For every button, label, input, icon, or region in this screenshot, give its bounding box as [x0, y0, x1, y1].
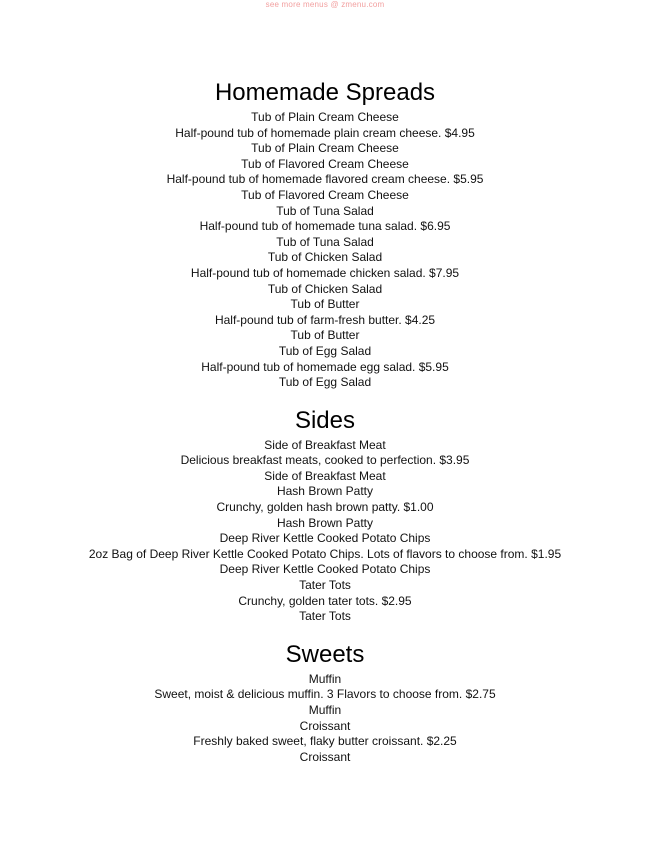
menu-line: Freshly baked sweet, flaky butter croissant. $2.25: [193, 734, 457, 749]
menu-line: Croissant: [299, 749, 351, 764]
menu-line: Side of Breakfast Meat: [264, 437, 386, 452]
menu-line: Hash Brown Patty: [276, 515, 374, 530]
menu-line: Tub of Egg Salad: [278, 343, 372, 358]
menu-line: Crunchy, golden hash brown patty. $1.00: [216, 500, 434, 515]
menu-line: Tub of Butter: [290, 328, 360, 343]
menu-line: Half-pound tub of farm-fresh butter. $4.25: [214, 312, 436, 327]
menu-line: Tub of Chicken Salad: [267, 281, 383, 296]
menu-line: Tater Tots: [299, 578, 351, 593]
menu-line: Deep River Kettle Cooked Potato Chips: [219, 531, 431, 546]
menu-line: Crunchy, golden tater tots. $2.95: [238, 593, 412, 608]
menu-line: Half-pound tub of homemade flavored cream cheese. $5.95: [166, 172, 484, 187]
section-title: Sides: [294, 406, 356, 434]
menu-line: Half-pound tub of homemade tuna salad. $6.95: [199, 219, 451, 234]
menu-line: Tub of Chicken Salad: [267, 250, 383, 265]
menu-line: Side of Breakfast Meat: [264, 468, 386, 483]
menu-line: Tub of Plain Cream Cheese: [251, 141, 399, 156]
menu-line: Tub of Butter: [290, 297, 360, 312]
menu-line: Tub of Flavored Cream Cheese: [241, 187, 409, 202]
section-title: Homemade Spreads: [214, 79, 436, 106]
menu-section: [0, 640, 650, 766]
menu-line: Tub of Plain Cream Cheese: [251, 110, 399, 124]
menu-line: Sweet, moist & delicious muffin. 3 Flavors to choose from. $2.75: [154, 687, 496, 702]
menu-line: Half-pound tub of homemade egg salad. $5.95: [201, 359, 449, 374]
menu-line: Hash Brown Patty: [276, 484, 374, 499]
menu-line: Tub of Flavored Cream Cheese: [241, 156, 409, 171]
menu-section: [0, 406, 650, 625]
menu-line: Delicious breakfast meats, cooked to perfection. $3.95: [180, 453, 470, 468]
menu-line: Half-pound tub of homemade chicken salad. $7.95: [190, 265, 460, 280]
menu-line: Croissant: [299, 718, 351, 733]
section-title: Sweets: [285, 640, 365, 668]
menu-document: [0, 78, 650, 765]
menu-line: Tub of Egg Salad: [278, 375, 372, 390]
menu-line: 2oz Bag of Deep River Kettle Cooked Potato Chips. Lots of flavors to choose from. $1.95: [88, 546, 562, 561]
menu-line: Muffin: [308, 671, 342, 686]
menu-line: Muffin: [308, 703, 342, 717]
menu-line: Tater Tots: [299, 609, 351, 624]
menu-section: [0, 78, 650, 391]
menu-line: Tub of Tuna Salad: [276, 234, 374, 249]
menu-line: Deep River Kettle Cooked Potato Chips: [219, 562, 431, 577]
watermark-link[interactable]: see more menus @ zmenu.com: [265, 0, 385, 9]
menu-line: Half-pound tub of homemade plain cream cheese. $4.95: [175, 125, 475, 140]
menu-line: Tub of Tuna Salad: [276, 203, 374, 218]
